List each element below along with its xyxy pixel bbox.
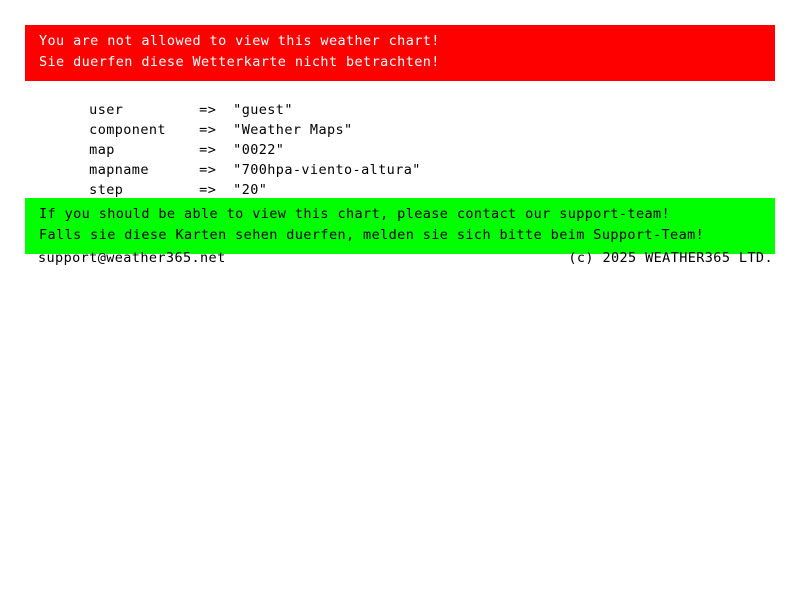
param-key: step xyxy=(89,182,124,198)
request-parameters xyxy=(38,80,421,198)
param-arrow: => xyxy=(199,102,217,118)
support-banner xyxy=(25,198,775,254)
error-banner-line-en: You are not allowed to view this weather chart! xyxy=(39,33,440,49)
error-banner xyxy=(25,25,775,81)
param-arrow: => xyxy=(199,182,217,198)
param-key: user xyxy=(89,102,124,118)
support-banner-line-de: Falls sie diese Karten sehen duerfen, melden sie sich bitte beim Support-Team! xyxy=(39,227,705,243)
support-banner-line-en: If you should be able to view this chart, please contact our support-team! xyxy=(39,206,671,222)
param-arrow: => xyxy=(199,162,217,178)
param-value: "0022" xyxy=(233,142,285,158)
support-email-link[interactable]: support@weather365.net xyxy=(38,250,226,266)
param-arrow: => xyxy=(199,142,217,158)
param-key: map xyxy=(89,142,115,158)
copyright-notice: (c) 2025 WEATHER365 LTD. xyxy=(568,250,773,266)
param-key: mapname xyxy=(89,162,149,178)
param-value: "guest" xyxy=(233,102,293,118)
page-footer xyxy=(38,250,773,266)
param-value: "20" xyxy=(233,182,268,198)
error-banner-line-de: Sie duerfen diese Wetterkarte nicht betrachten! xyxy=(39,54,440,70)
param-key: component xyxy=(89,122,166,138)
param-value: "700hpa-viento-altura" xyxy=(233,162,421,178)
param-arrow: => xyxy=(199,122,217,138)
param-value: "Weather Maps" xyxy=(233,122,353,138)
param-row xyxy=(38,80,421,118)
